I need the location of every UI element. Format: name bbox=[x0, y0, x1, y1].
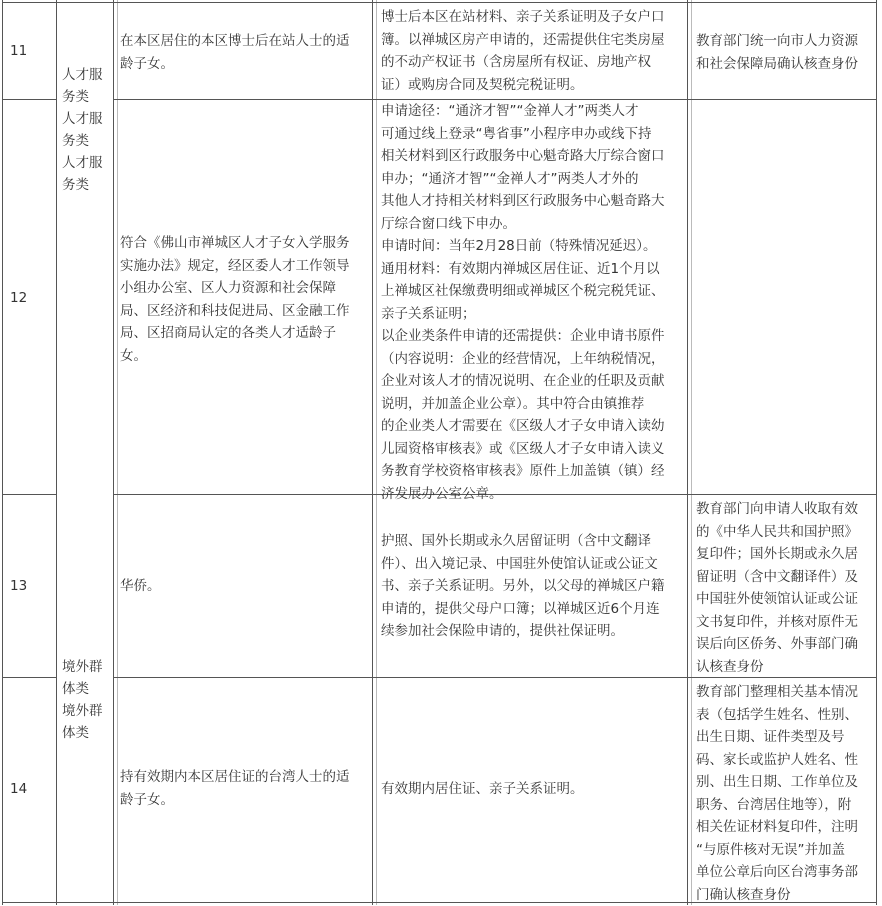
verify-cell: 教育部门统一向市人力资源 和社会保障局确认核查身份 bbox=[696, 33, 858, 72]
category-talent: 人才服 务类 人才服 务类 人才服 务类 bbox=[62, 67, 103, 193]
grid-line bbox=[372, 0, 373, 905]
row-number: 14 bbox=[10, 781, 28, 797]
grid-line bbox=[376, 0, 377, 905]
target-cell: 在本区居住的本区博士后在站人士的适 龄子女。 bbox=[120, 33, 350, 72]
row-number: 11 bbox=[10, 43, 28, 59]
grid-line bbox=[2, 99, 57, 100]
grid-line bbox=[113, 0, 114, 905]
grid-line bbox=[117, 0, 118, 905]
materials-cell: 有效期内居住证、亲子关系证明。 bbox=[381, 781, 584, 797]
verify-cell: 教育部门向申请人收取有效 的《中华人民共和国护照》 复印件；国外长期或永久居 留证明（含中文翻译件）及 中国驻外使领馆认证或公证 文书复印件，并核对原件无 误后向区侨务、外事部门确 认核查身份 bbox=[696, 501, 858, 675]
grid-line bbox=[2, 2, 877, 3]
target-cell: 持有效期内本区居住证的台湾人士的适 龄子女。 bbox=[120, 769, 350, 808]
materials-cell: 申请途径：“通济才智”“金禅人才”两类人才 可通过线上登录“粤省事”小程序申办或线下持 相关材料到区行政服务中心魁奇路大厅综合窗口 申办；“通济才智”“金禅人才”两类人才外的 其他人才持相关材料到区行政服务中心魁奇路大 厅综合窗口线下申办。 申请时间：当年2月28日前（特殊情况延迟）。 通用材料：有效期内禅城区居住证、近1个月以 上禅城区社保缴费明细或禅城区个税完税凭证、 亲子关系证明； 以企业类条件申请的还需提供：企业申请书原件 （内容说明：企业的经营情况，上年纳税情况， 企业对该人才的情况说明、在企业的任职及贡献 说明，并加盖企业公章）。其中符合由镇推荐 的企业类人才需要在《区级人才子女申请入读幼 儿园资格审核表》或《区级人才子女申请入读义 务教育学校资格审核表》原件上加盖镇（镇）经 济发展办公室公章。 bbox=[381, 103, 665, 502]
target-cell: 华侨。 bbox=[120, 578, 161, 594]
grid-line bbox=[876, 0, 877, 905]
grid-line bbox=[2, 494, 57, 495]
grid-line bbox=[687, 0, 688, 905]
materials-cell: 博士后本区在站材料、亲子关系证明及子女户口 簿。以禅城区房产申请的，还需提供住宅类房屋 的不动产权证书（含房屋所有权证、房地产权 证）或购房合同及契税完税证明。 bbox=[381, 9, 665, 93]
grid-line bbox=[2, 0, 3, 905]
grid-line bbox=[2, 677, 57, 678]
grid-line bbox=[691, 0, 692, 905]
target-cell: 符合《佛山市禅城区人才子女入学服务 实施办法》规定，经区委人才工作领导 小组办公室、区人力资源和社会保障 局、区经济和科技促进局、区金融工作 局、区招商局认定的各类人才适龄子 女。 bbox=[120, 235, 350, 364]
row-number: 12 bbox=[10, 290, 28, 306]
category-overseas: 境外群 体类 境外群 体类 bbox=[62, 659, 103, 741]
grid-line bbox=[56, 0, 57, 905]
materials-cell: 护照、国外长期或永久居留证明（含中文翻译 件）、出入境记录、中国驻外使馆认证或公证文 书、亲子关系证明。另外，以父母的禅城区户籍 申请的，提供父母户口簿；以禅城区近6个月连 续参加社会保险申请的，提供社保证明。 bbox=[381, 533, 665, 639]
verify-cell: 教育部门整理相关基本情况 表（包括学生姓名、性别、 出生日期、证件类型及号 码、家长或监护人姓名、性 别、出生日期、工作单位及 职务、台湾居住地等），附 相关佐证材料复印件，注明 “与原件核对无误”并加盖 单位公章后向区台湾事务部 门确认核查身份 bbox=[696, 684, 858, 903]
row-number: 13 bbox=[10, 578, 28, 594]
